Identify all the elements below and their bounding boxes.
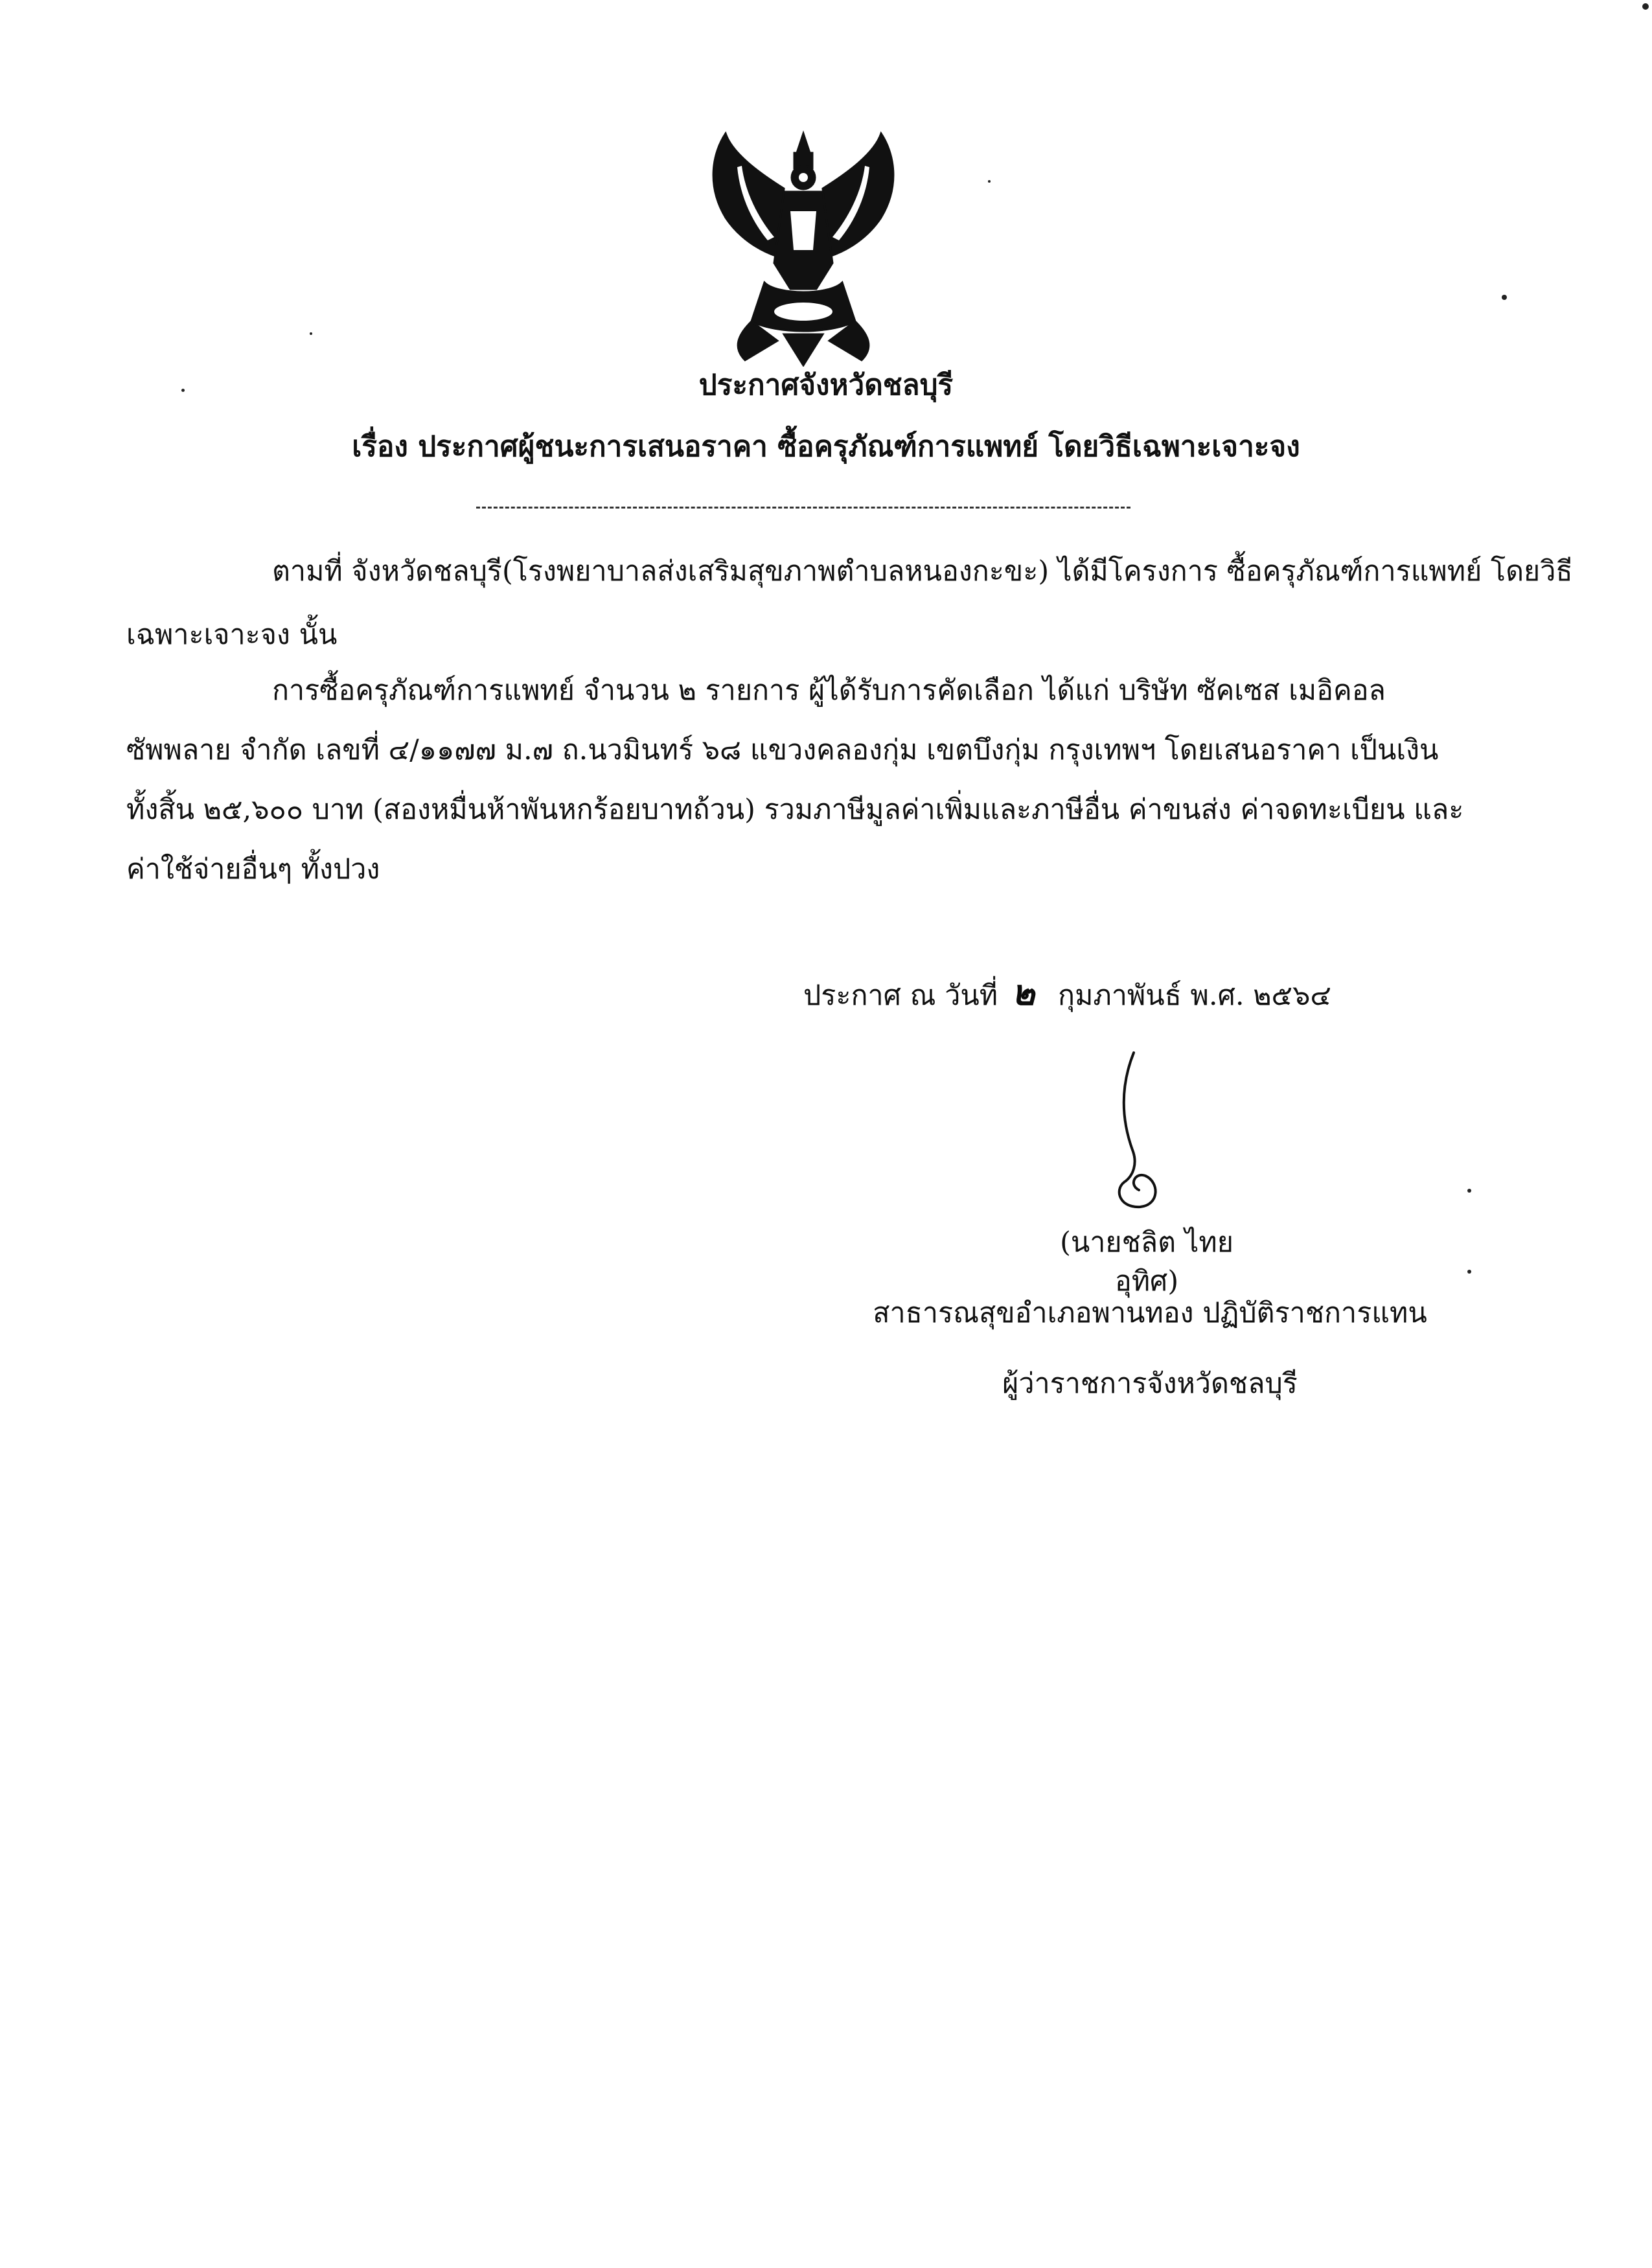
announcement-title: ประกาศจังหวัดชลบุรี	[698, 369, 954, 402]
date-suffix: กุมภาพันธ์ พ.ศ. ๒๕๖๔	[1058, 979, 1331, 1012]
scan-speck	[1502, 295, 1507, 300]
paragraph-2-line-2: ซัพพลาย จำกัด เลขที่ ๔/๑๑๗๗ ม.๗ ถ.นวมินทร์ ๖๘ แขวงคลองกุ่ม เขตบึงกุ่ม กรุงเทพฯ โดยเสนอราคา เป็นเงิน	[126, 734, 1439, 766]
signatory-position-line-1: สาธารณสุขอำเภอพานทอง ปฏิบัติราชการแทน	[873, 1297, 1427, 1329]
scan-speck	[1642, 3, 1649, 10]
date-day-handwritten: ๒	[1011, 972, 1035, 1013]
scan-speck	[1467, 1189, 1471, 1193]
divider	[476, 507, 1130, 509]
scan-speck	[1467, 1270, 1471, 1274]
paragraph-1-line-1: ตามที่ จังหวัดชลบุรี(โรงพยาบาลส่งเสริมสุขภาพตำบลหนองกะขะ) ได้มีโครงการ ซื้อครุภัณฑ์การแพทย์ โดยวิธี	[272, 555, 1573, 588]
paragraph-2-line-1: การซื้อครุภัณฑ์การแพทย์ จำนวน ๒ รายการ ผู้ได้รับการคัดเลือก ได้แก่ บริษัท ซัคเซส เมอิคอล	[272, 674, 1386, 707]
scan-speck	[181, 389, 185, 392]
paragraph-2-line-4: ค่าใช้จ่ายอื่นๆ ทั้งปวง	[126, 853, 380, 886]
paragraph-2-line-3: ทั้งสิ้น ๒๕,๖๐๐ บาท (สองหมื่นห้าพันหกร้อยบาทถ้วน) รวมภาษีมูลค่าเพิ่มและภาษีอื่น ค่าขนส่ง ค่าจดทะเบียน และ	[126, 794, 1464, 826]
signatory-position-line-2: ผู้ว่าราชการจังหวัดชลบุรี	[1002, 1368, 1298, 1400]
announcement-date	[803, 973, 1331, 1015]
scan-speck	[310, 332, 312, 335]
date-prefix: ประกาศ ณ วันที่	[803, 979, 998, 1012]
signature-icon	[1095, 1046, 1179, 1215]
announcement-subject: เรื่อง ประกาศผู้ชนะการเสนอราคา ซื้อครุภัณฑ์การแพทย์ โดยวิธีเฉพาะเจาะจง	[352, 430, 1300, 463]
scan-speck	[988, 180, 991, 183]
signatory-name: (นายชลิต ไทยอุทิศ)	[1060, 1226, 1233, 1298]
garuda-emblem-icon	[687, 127, 920, 367]
paragraph-1-line-2: เฉพาะเจาะจง นั้น	[126, 619, 338, 651]
